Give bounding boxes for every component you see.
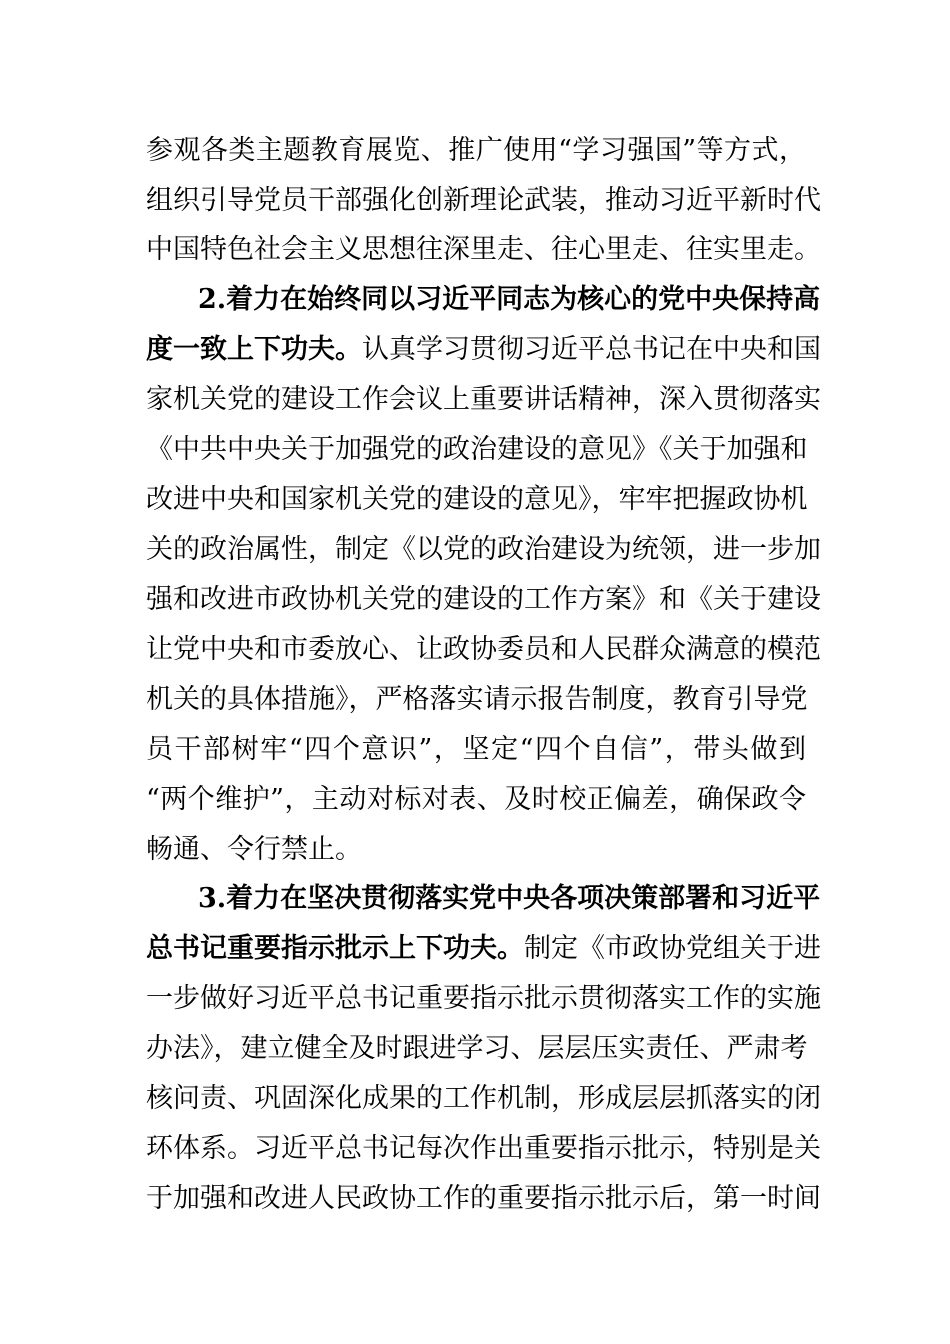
text-line: “两个维护”，主动对标对表、及时校正偏差，确保政令 <box>146 784 806 815</box>
text-line: 机关的具体措施》，严格落实请示报告制度，教育引导党 <box>146 684 808 715</box>
text-line: 环体系。习近平总书记每次作出重要指示批示，特别是关 <box>146 1133 821 1164</box>
text-line: 度一致上下功夫。认真学习贯彻习近平总书记在中央和国 <box>146 334 821 365</box>
text-line: 一步做好习近平总书记重要指示批示贯彻落实工作的实施 <box>146 983 821 1014</box>
text-line: 总书记重要指示批示上下功夫。制定《市政协党组关于进 <box>146 933 821 964</box>
section-heading-3: 3.着力在坚决贯彻落实党中央各项决策部署和习近平 <box>198 883 821 914</box>
text-line: 让党中央和市委放心、让政协委员和人民群众满意的模范 <box>146 634 821 665</box>
text-line: 参观各类主题教育展览、推广使用“学习强国”等方式， <box>146 135 806 166</box>
text-line: 核问责、巩固深化成果的工作机制，形成层层抓落实的闭 <box>146 1083 821 1114</box>
text-line: 组织引导党员干部强化创新理论武装，推动习近平新时代 <box>146 185 821 216</box>
section-heading-2: 2.着力在始终同以习近平同志为核心的党中央保持高 <box>198 284 821 315</box>
section-heading-2-end: 度一致上下功夫。 <box>146 334 362 365</box>
text-line: 畅通、令行禁止。 <box>146 834 362 865</box>
text-line: 办法》，建立健全及时跟进学习、层层压实责任、严肃考 <box>146 1033 808 1064</box>
text-line: 关的政治属性，制定《以党的政治建设为统领，进一步加 <box>146 534 821 565</box>
text-line: 中国特色社会主义思想往深里走、往心里走、往实里走。 <box>146 234 821 265</box>
section-heading-3-end: 总书记重要指示批示上下功夫。 <box>146 933 524 964</box>
text-line: 家机关党的建设工作会议上重要讲话精神，深入贯彻落实 <box>146 384 821 415</box>
text-line: 改进中央和国家机关党的建设的意见》，牢牢把握政协机 <box>146 484 808 515</box>
text-line: 员干部树牢“四个意识”，坚定“四个自信”，带头做到 <box>146 734 806 765</box>
text-line: 于加强和改进人民政协工作的重要指示批示后，第一时间 <box>146 1183 821 1214</box>
text-line: 《中共中央关于加强党的政治建设的意见》《关于加强和 <box>146 434 808 465</box>
text-line: 强和改进市政协机关党的建设的工作方案》和《关于建设 <box>146 584 821 615</box>
